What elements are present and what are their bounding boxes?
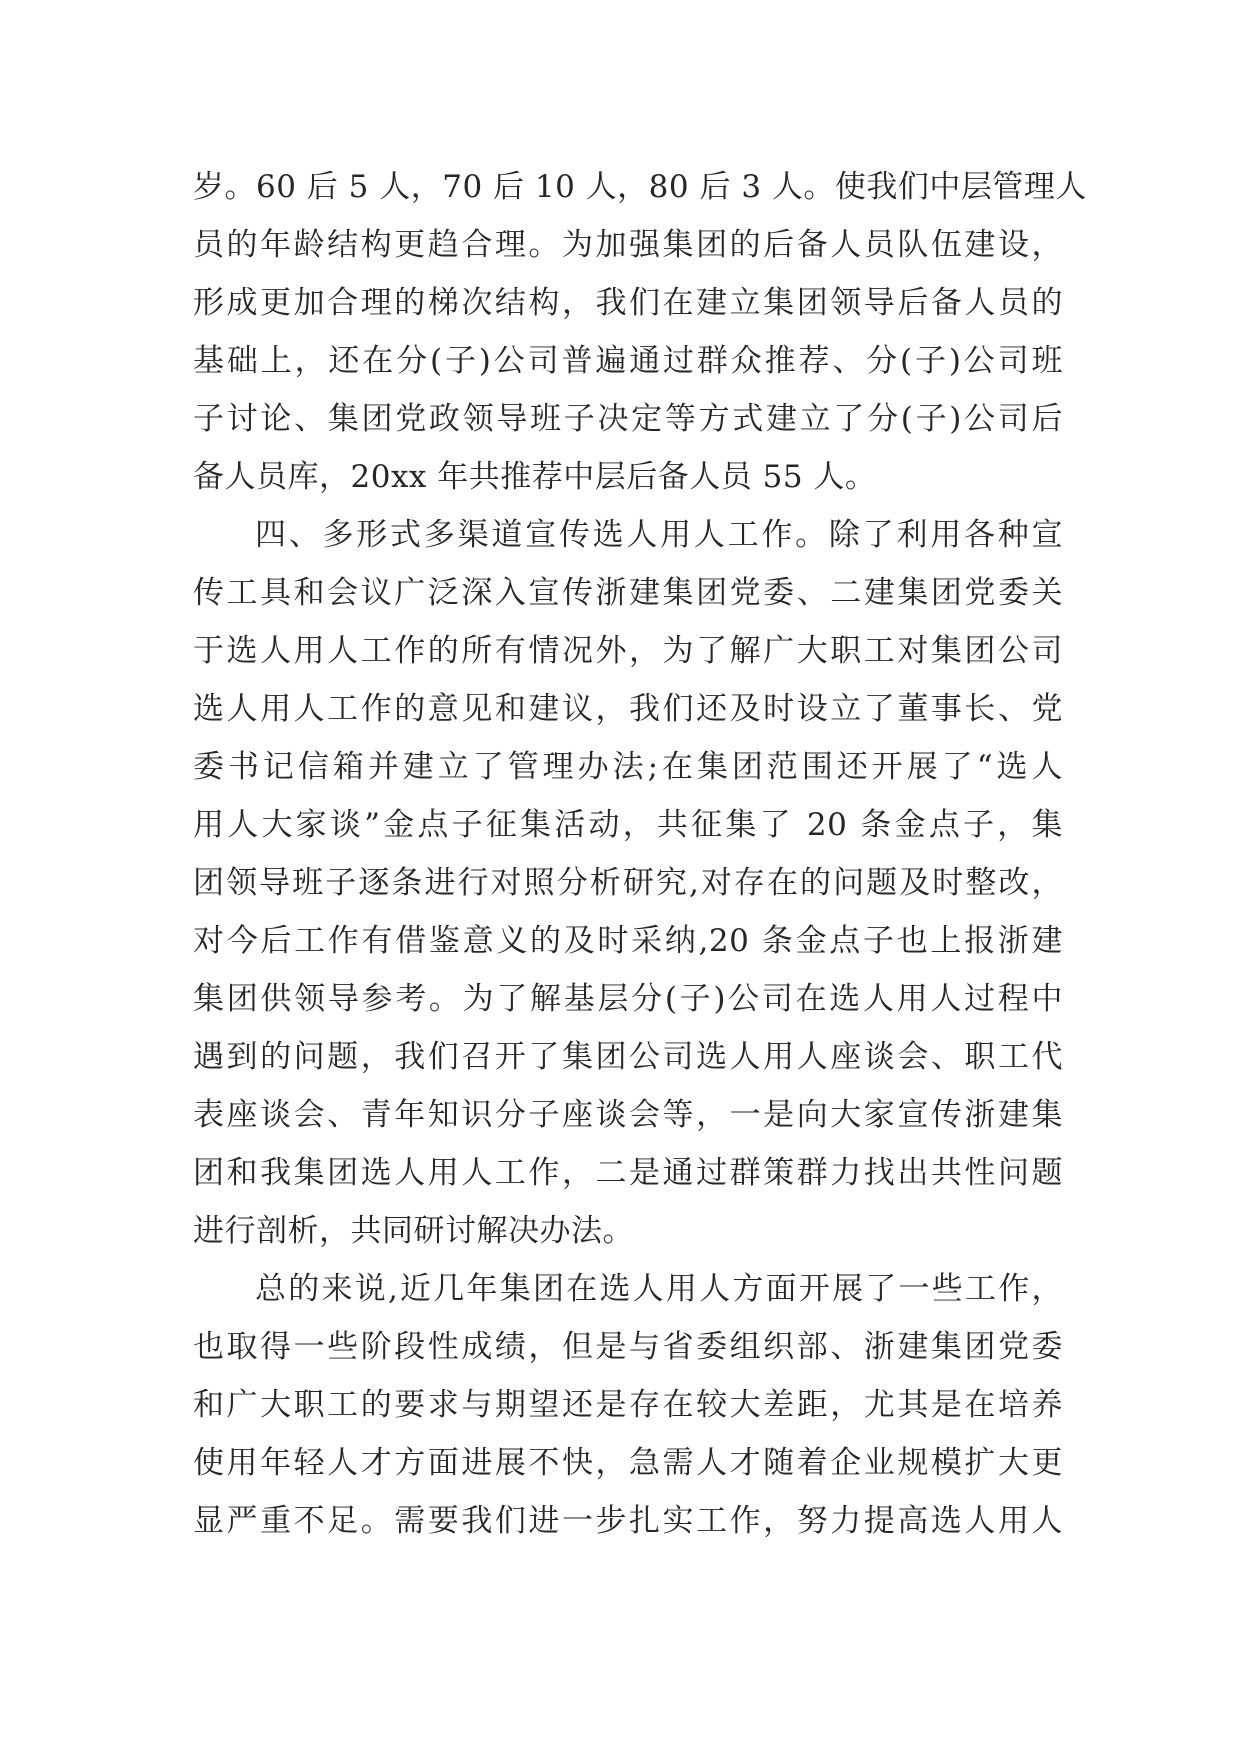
text-line: 表座谈会、青年知识分子座谈会等，一是向大家宣传浙建集 <box>193 1097 1063 1133</box>
text-line: 备人员库，20xx 年共推荐中层后备人员 55 人。 <box>193 459 877 495</box>
body-text <box>193 158 1087 1550</box>
text-line: 选人用人工作的意见和建议，我们还及时设立了董事长、党 <box>193 691 1063 727</box>
text-line: 子讨论、集团党政领导班子决定等方式建立了分(子)公司后 <box>193 401 1063 437</box>
text-line: 员的年龄结构更趋合理。为加强集团的后备人员队伍建设， <box>193 227 1063 263</box>
text-line: 团和我集团选人用人工作，二是通过群策群力找出共性问题 <box>193 1155 1063 1191</box>
text-line: 委书记信箱并建立了管理办法;在集团范围还开展了“选人 <box>193 749 1063 785</box>
text-line: 和广大职工的要求与期望还是存在较大差距，尤其是在培养 <box>193 1387 1063 1423</box>
text-line: 也取得一些阶段性成绩，但是与省委组织部、浙建集团党委 <box>193 1329 1063 1365</box>
text-line: 传工具和会议广泛深入宣传浙建集团党委、二建集团党委关 <box>193 575 1063 611</box>
text-line: 使用年轻人才方面进展不快，急需人才随着企业规模扩大更 <box>193 1445 1063 1481</box>
text-line: 于选人用人工作的所有情况外，为了解广大职工对集团公司 <box>193 633 1063 669</box>
text-line: 团领导班子逐条进行对照分析研究,对存在的问题及时整改， <box>193 865 1063 901</box>
text-line: 对今后工作有借鉴意义的及时采纳,20 条金点子也上报浙建 <box>193 923 1063 959</box>
text-line: 岁。60 后 5 人，70 后 10 人，80 后 3 人。使我们中层管理人 <box>193 169 1087 205</box>
text-line: 基础上，还在分(子)公司普遍通过群众推荐、分(子)公司班 <box>193 343 1063 379</box>
text-line: 形成更加合理的梯次结构，我们在建立集团领导后备人员的 <box>193 285 1063 321</box>
text-line: 显严重不足。需要我们进一步扎实工作，努力提高选人用人 <box>193 1503 1063 1539</box>
text-line: 集团供领导参考。为了解基层分(子)公司在选人用人过程中 <box>193 981 1063 1017</box>
paragraph-start-line: 总的来说,近几年集团在选人用人方面开展了一些工作， <box>255 1271 1063 1307</box>
text-line: 进行剖析，共同研讨解决办法。 <box>193 1213 634 1249</box>
paragraph-start-line: 四、多形式多渠道宣传选人用人工作。除了利用各种宣 <box>255 517 1063 553</box>
text-line: 用人大家谈”金点子征集活动，共征集了 20 条金点子，集 <box>193 807 1063 843</box>
text-line: 遇到的问题，我们召开了集团公司选人用人座谈会、职工代 <box>193 1039 1063 1075</box>
